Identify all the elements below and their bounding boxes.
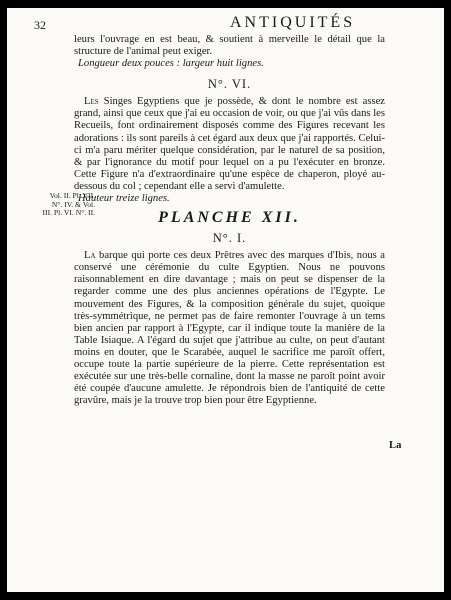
drop-word: Les — [84, 96, 99, 108]
main-text-column — [74, 34, 385, 407]
paragraph-singes — [74, 96, 385, 193]
plate-heading: PLANCHE XII. — [158, 209, 301, 227]
page-number: 32 — [34, 18, 46, 32]
paragraph-barque — [74, 250, 385, 407]
paragraph-text: Singes Egyptiens que je possède, & dont le nombre est assez grand, ainsi que ceux que j'ai eu occasion de voir, ou que j'ai vûs dans les Recueils, font ordinairement disposés comme des Figures recevant les adorations : ils sont pareils à cet égard aux deux que j'ai rapportés. Celui-ci m'a paru mériter quelque considération, par le naturel de sa position, & par l'ignorance du motif pour lequel on a pu l'exécuter en bronze. Cette Figure n'a d'extraordinaire qu'une espèce de chaperon, ployé au-dessous du col ; cependant elle a servi d'amulette. — [74, 96, 385, 192]
margin-notes — [35, 192, 95, 218]
paragraph-continuation: leurs l'ouvrage en est beau, & soutient à merveille le détail que la structure de l'animal peut exiger. — [74, 34, 385, 58]
paragraph-text: barque qui porte ces deux Prêtres avec des marques d'Ibis, nous a conservé une cérémonie du culte Egyptien. Nous ne pouvons raisonnablement en dire davantage ; mais on peut se dispenser de la regarder comme une des plus anciennes opérations de l'Egypte. Le mouvement des Figures, & la composition générale du sujet, quoique très-symmétrique, ne permet pas de faire remonter l'ouvrage à un tems bien ancien par rapport à l'Egypte, car il indique toute la manière de la Table Isiaque. A l'égard du sujet que j'attribue au culte, on peut d'autant moins en douter, que le Scarabée, auquel le sacrifice me paroît offert, occupe toute la partie supérieure de la pierre. Cette représentation est exécutée sur une très-belle cornaline, dont la masse ne paroît point avoir été coupée d'aucune amulette. Je répondrois bien de l'antiquité de cette gravûre, mais je la trouve trop bien pour être Egyptienne. — [74, 250, 385, 407]
catchword: La — [389, 440, 402, 451]
running-title: ANTIQUITÉS — [230, 14, 356, 31]
measurement-note-2: Hauteur treize lignes. — [78, 193, 170, 205]
margin-note-line: Vol. II. Pl. VII. — [49, 191, 95, 200]
section-heading-i: N°. I. — [212, 231, 247, 246]
drop-word: La — [84, 250, 96, 262]
margin-note-line: III. Pl. VI. N°. II. — [42, 208, 95, 218]
book-page — [7, 8, 444, 592]
margin-note-line: N°. IV. & Vol. — [51, 199, 95, 209]
measurement-note-1: Longueur deux pouces : largeur huit lignes. — [78, 58, 264, 70]
page-header — [34, 14, 444, 36]
section-heading-vi: N°. VI. — [207, 77, 252, 92]
